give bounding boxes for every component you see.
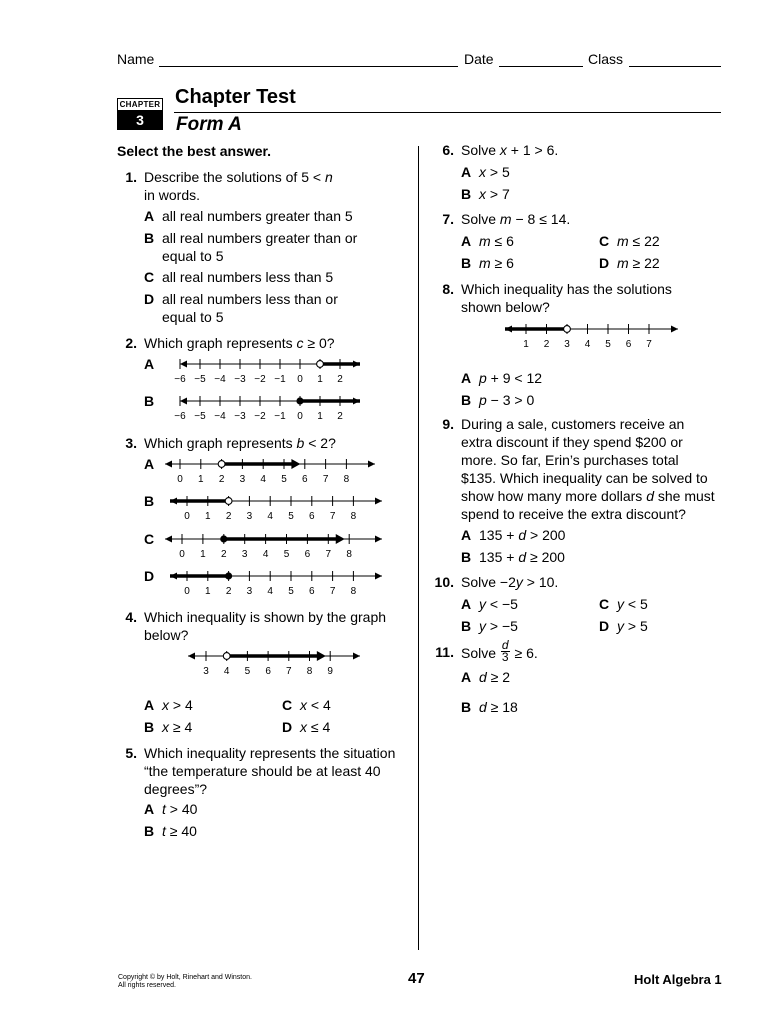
text-run: + 9 < 12 <box>486 370 543 386</box>
option-letter: B <box>144 823 155 839</box>
tick-label: 6 <box>265 666 271 677</box>
option-text <box>479 526 565 544</box>
page-title: Chapter Test <box>175 86 296 108</box>
tick-label: −1 <box>274 411 286 422</box>
tick-label: 5 <box>283 549 290 560</box>
tick-label: −3 <box>234 374 246 385</box>
option-text-line2: equal to 5 <box>162 248 224 264</box>
tick-label: −2 <box>254 374 266 385</box>
question-stem-line <box>461 487 715 505</box>
tick-label: 7 <box>329 586 336 597</box>
tick-label: 2 <box>225 586 232 597</box>
question-number: 9. <box>442 416 454 432</box>
closed-endpoint <box>220 535 227 542</box>
tick-label: 0 <box>297 411 303 422</box>
left-arrowhead <box>180 398 187 405</box>
math-variable: x <box>300 697 307 713</box>
option-letter: C <box>144 269 155 285</box>
text-run: ≤ 6 <box>490 233 514 249</box>
text-run: > 200 <box>526 527 566 543</box>
tick-label: 6 <box>309 586 315 597</box>
option-letter: B <box>461 549 472 565</box>
question-stem-line3: degrees”? <box>144 781 208 797</box>
tick-label: 8 <box>350 586 357 597</box>
tick-label: 7 <box>329 511 336 522</box>
right-arrowhead <box>671 326 678 333</box>
right-arrowhead <box>375 536 382 543</box>
question-number: 10. <box>434 574 454 590</box>
tick-label: 7 <box>322 474 329 485</box>
tick-label: 1 <box>198 474 204 485</box>
question-stem-line2: below? <box>144 627 189 643</box>
option-text <box>300 696 331 714</box>
text-run: − 8 ≤ 14. <box>511 211 571 227</box>
math-variable: p <box>479 370 487 386</box>
option-text: all real numbers greater than 5 <box>162 208 353 224</box>
fraction-denominator: 3 <box>501 650 509 664</box>
text-run: ≥ 0? <box>303 335 335 351</box>
option-text <box>617 254 660 272</box>
text-run: > 4 <box>169 697 193 713</box>
question-stem-line <box>461 469 708 487</box>
math-variable: d <box>518 549 527 565</box>
text-run: Which graph represents <box>144 335 297 351</box>
tick-label: 5 <box>288 511 294 522</box>
option-3c-letter[interactable]: C <box>144 531 155 547</box>
tick-label: 6 <box>304 549 311 560</box>
chapter-word: CHAPTER <box>117 98 163 111</box>
tick-label: 7 <box>286 666 292 677</box>
math-variable: y <box>617 596 624 612</box>
text-run: ≥ 6 <box>490 255 514 271</box>
copyright-line1: Copyright © by Holt, Rinehart and Winston. <box>118 974 252 981</box>
math-variable: x <box>479 164 486 180</box>
option-text <box>617 617 648 635</box>
tick-label: 3 <box>246 511 253 522</box>
tick-label: 0 <box>184 511 190 522</box>
math-variable: y <box>617 618 624 634</box>
page-number: 47 <box>408 970 425 987</box>
tick-label: 1 <box>200 549 206 560</box>
text-run: ≥ 22 <box>628 255 660 271</box>
tick-label: 8 <box>350 511 357 522</box>
math-variable: d <box>479 669 487 685</box>
option-letter: A <box>144 208 155 224</box>
number-line-2b <box>160 392 370 422</box>
tick-label: −4 <box>214 411 226 422</box>
math-variable: y <box>479 596 486 612</box>
option-letter: A <box>461 527 472 543</box>
page-subtitle: Form A <box>176 114 242 135</box>
text-run: ≥ 2 <box>486 669 511 685</box>
tick-label: 4 <box>267 511 273 522</box>
right-arrowhead <box>375 498 382 505</box>
text-run: more. So far, Erin’s purchases total <box>461 452 679 468</box>
question-stem <box>144 334 335 352</box>
option-3b-letter[interactable]: B <box>144 493 155 509</box>
text-run: ≥ 200 <box>526 549 565 565</box>
math-variable: d <box>479 699 487 715</box>
question-number: 8. <box>442 281 454 297</box>
option-text: all real numbers less than or <box>162 291 338 307</box>
option-letter: B <box>144 230 155 246</box>
question-stem: Which inequality is shown by the graph <box>144 609 387 625</box>
option-letter: A <box>461 596 472 612</box>
math-variable: x <box>162 719 169 735</box>
left-arrowhead <box>188 653 195 660</box>
option-text <box>479 369 542 387</box>
tick-label: 6 <box>625 339 632 350</box>
date-field[interactable] <box>499 66 583 67</box>
tick-label: 0 <box>177 474 183 485</box>
tick-label: 2 <box>218 474 225 485</box>
left-arrowhead <box>180 361 187 368</box>
option-letter: B <box>461 699 472 715</box>
tick-label: 1 <box>317 374 323 385</box>
option-3a-letter[interactable]: A <box>144 456 155 472</box>
tick-label: 1 <box>205 511 211 522</box>
question-stem-line2: shown below? <box>461 299 550 315</box>
question-stem-line <box>461 433 683 451</box>
option-letter: A <box>144 801 155 817</box>
tick-label: 5 <box>605 339 611 350</box>
text-run: extra discount if they spend $200 or <box>461 434 683 450</box>
math-variable: m <box>479 233 491 249</box>
text-run: Which graph represents <box>144 435 297 451</box>
tick-label: 2 <box>337 411 343 422</box>
number-line-3d <box>160 567 385 597</box>
option-text <box>617 232 660 250</box>
question-stem <box>461 141 558 159</box>
question-stem <box>144 434 336 452</box>
question-stem-line <box>461 415 684 433</box>
text-run: < 2? <box>304 435 336 451</box>
text-run: Solve <box>461 142 500 158</box>
option-letter: A <box>461 370 472 386</box>
question-stem <box>144 168 333 186</box>
tick-label: 3 <box>239 474 246 485</box>
question-number: 11. <box>435 644 454 660</box>
option-letter: D <box>599 618 610 634</box>
question-number: 1. <box>125 169 137 185</box>
question-stem-line <box>461 505 686 523</box>
math-variable: y <box>515 574 523 590</box>
option-letter: C <box>282 697 293 713</box>
question-stem-line <box>461 451 679 469</box>
option-text <box>162 718 192 736</box>
tick-label: −3 <box>234 411 246 422</box>
question-stem <box>461 210 570 228</box>
text-run: 135 + <box>479 549 519 565</box>
tick-label: 7 <box>646 339 652 350</box>
chapter-badge <box>117 98 163 130</box>
option-text <box>162 696 193 714</box>
option-letter: A <box>461 669 472 685</box>
math-variable: t <box>162 801 166 817</box>
tick-label: 3 <box>246 586 253 597</box>
tick-label: 2 <box>225 511 232 522</box>
chapter-number: 3 <box>117 111 163 130</box>
option-letter: D <box>599 255 610 271</box>
text-run: ≥ 18 <box>486 699 518 715</box>
ray-arrowhead <box>291 459 300 469</box>
question-number: 3. <box>125 435 137 451</box>
text-run: ≤ 4 <box>307 719 331 735</box>
math-variable: m <box>617 233 629 249</box>
math-variable: x <box>300 719 307 735</box>
option-letter: A <box>144 697 155 713</box>
question-number: 2. <box>125 335 137 351</box>
math-variable: n <box>324 169 333 185</box>
text-run: < 4 <box>307 697 331 713</box>
option-2a-letter[interactable]: A <box>144 356 155 372</box>
ray-arrowhead <box>317 651 326 661</box>
tick-label: −5 <box>194 411 206 422</box>
question-stem-line2: in words. <box>144 187 201 203</box>
tick-label: −5 <box>194 374 206 385</box>
tick-label: −6 <box>174 374 186 385</box>
question-number: 7. <box>442 211 454 227</box>
text-run: show how many more dollars <box>461 488 647 504</box>
text-run: 135 + <box>479 527 519 543</box>
math-variable: m <box>617 255 629 271</box>
left-arrowhead <box>165 461 172 468</box>
text-run: + 1 > 6. <box>506 142 559 158</box>
option-text <box>479 163 510 181</box>
title-rule <box>174 112 721 113</box>
tick-label: 0 <box>184 586 190 597</box>
open-endpoint <box>225 498 232 505</box>
option-text <box>162 822 197 840</box>
name-field[interactable] <box>159 66 458 67</box>
option-letter: C <box>599 596 610 612</box>
column-divider <box>418 146 419 950</box>
tick-label: 5 <box>288 586 294 597</box>
option-text <box>162 800 197 818</box>
tick-label: 3 <box>203 666 209 677</box>
tick-label: 8 <box>343 474 350 485</box>
option-letter: A <box>461 164 472 180</box>
right-arrowhead <box>368 461 375 468</box>
option-text <box>300 718 330 736</box>
class-field[interactable] <box>629 66 721 67</box>
fraction <box>501 640 510 663</box>
open-endpoint <box>564 326 571 333</box>
text-run: ≥ 40 <box>165 823 197 839</box>
question-stem <box>461 638 538 666</box>
text-run: > 10. <box>522 574 559 590</box>
option-text <box>479 595 518 613</box>
stem-suffix: ≥ 6. <box>510 645 538 662</box>
tick-label: −6 <box>174 411 186 422</box>
tick-label: 3 <box>564 339 570 350</box>
math-variable: d <box>518 527 527 543</box>
number-line-3b <box>160 492 385 522</box>
text-run: Describe the solutions of 5 < <box>144 169 325 185</box>
tick-label: −2 <box>254 411 266 422</box>
text-run: > 7 <box>486 186 510 202</box>
option-text: all real numbers greater than or <box>162 230 358 246</box>
question-stem: Which inequality represents the situation <box>144 745 396 761</box>
text-run: Solve <box>461 211 500 227</box>
tick-label: 4 <box>223 666 230 677</box>
tick-label: 8 <box>306 666 313 677</box>
number-line-3a <box>160 455 380 485</box>
tick-label: 5 <box>281 474 287 485</box>
math-variable: x <box>499 142 507 158</box>
text-run: $135. Which inequality can be solved to <box>461 470 708 486</box>
instructions: Select the best answer. <box>117 143 272 159</box>
option-letter: B <box>461 618 472 634</box>
copyright <box>118 974 252 990</box>
text-run: > 5 <box>486 164 510 180</box>
math-variable: x <box>162 697 169 713</box>
text-run: < 5 <box>624 596 648 612</box>
tick-label: 0 <box>179 549 185 560</box>
option-text-line2: equal to 5 <box>162 309 224 325</box>
book-title: Holt Algebra 1 <box>634 972 722 987</box>
number-line-8 <box>500 320 685 350</box>
tick-label: 2 <box>221 549 227 560</box>
number-line-2a <box>160 355 370 385</box>
question-number: 6. <box>442 142 454 158</box>
text-run: Solve −2 <box>461 574 516 590</box>
math-variable: y <box>479 618 486 634</box>
open-endpoint <box>218 461 225 468</box>
fraction-numerator: d <box>501 638 509 652</box>
text-run: spend to receive the extra discount? <box>461 506 686 522</box>
tick-label: −1 <box>274 374 286 385</box>
open-endpoint <box>223 653 230 660</box>
tick-label: 3 <box>241 549 248 560</box>
question-number: 5. <box>125 745 137 761</box>
option-text <box>479 254 514 272</box>
text-run: < −5 <box>486 596 518 612</box>
text-run: − 3 > 0 <box>486 392 535 408</box>
option-letter: B <box>461 186 472 202</box>
math-variable: d <box>646 488 654 504</box>
name-label: Name <box>117 51 155 67</box>
tick-label: 4 <box>260 474 266 485</box>
tick-label: 6 <box>309 511 315 522</box>
closed-endpoint <box>225 572 232 579</box>
question-stem-line2: “the temperature should be at least 40 <box>144 763 381 779</box>
tick-label: 1 <box>205 586 211 597</box>
left-arrowhead <box>165 536 172 543</box>
tick-label: 7 <box>325 549 332 560</box>
math-variable: t <box>162 823 166 839</box>
question-stem <box>461 573 558 591</box>
date-label: Date <box>464 51 494 67</box>
tick-label: 9 <box>327 666 333 677</box>
copyright-line2: All rights reserved. <box>118 982 176 989</box>
tick-label: −4 <box>214 374 226 385</box>
class-label: Class <box>588 51 624 67</box>
right-arrowhead <box>353 653 360 660</box>
option-text <box>479 668 510 686</box>
tick-label: 5 <box>244 666 251 677</box>
tick-label: 8 <box>346 549 352 560</box>
math-variable: b <box>296 435 305 451</box>
option-text <box>479 185 510 203</box>
text-run: > −5 <box>486 618 518 634</box>
tick-label: 2 <box>337 374 343 385</box>
option-letter: C <box>599 233 610 249</box>
math-variable: p <box>479 392 487 408</box>
math-variable: x <box>479 186 486 202</box>
option-text: all real numbers less than 5 <box>162 269 334 285</box>
text-run: she must <box>653 488 715 504</box>
option-2b-letter[interactable]: B <box>144 393 155 409</box>
tick-label: 4 <box>267 586 273 597</box>
tick-label: 2 <box>543 339 550 350</box>
ray-arrowhead <box>336 534 345 544</box>
text-run: > 40 <box>165 801 198 817</box>
option-text <box>479 548 565 566</box>
right-arrowhead <box>375 573 382 580</box>
question-number: 4. <box>125 609 137 625</box>
tick-label: 1 <box>317 411 323 422</box>
text-run: ≥ 4 <box>169 719 193 735</box>
text-run: During a sale, customers receive an <box>461 416 685 432</box>
text-run: > 5 <box>624 618 648 634</box>
tick-label: 4 <box>262 549 269 560</box>
option-letter: A <box>461 233 472 249</box>
option-letter: B <box>144 719 155 735</box>
closed-endpoint <box>296 397 303 404</box>
tick-label: 1 <box>523 339 529 350</box>
tick-label: 6 <box>302 474 308 485</box>
stem-prefix: Solve <box>461 645 500 662</box>
number-line-4 <box>180 647 365 677</box>
math-variable: m <box>479 255 491 271</box>
option-letter: D <box>282 719 293 735</box>
number-line-3c <box>160 530 385 560</box>
option-letter: B <box>461 255 472 271</box>
option-letter: B <box>461 392 472 408</box>
option-text <box>479 698 518 716</box>
option-text <box>617 595 648 613</box>
option-text <box>479 391 534 409</box>
open-endpoint <box>317 361 324 368</box>
math-variable: c <box>296 335 304 351</box>
option-text <box>479 232 514 250</box>
text-run: ≤ 22 <box>628 233 660 249</box>
tick-label: 4 <box>584 339 591 350</box>
option-3d-letter[interactable]: D <box>144 568 155 584</box>
option-letter: D <box>144 291 155 307</box>
question-stem: Which inequality has the solutions <box>461 281 672 297</box>
tick-label: 0 <box>297 374 303 385</box>
math-variable: m <box>499 211 512 227</box>
option-text <box>479 617 518 635</box>
